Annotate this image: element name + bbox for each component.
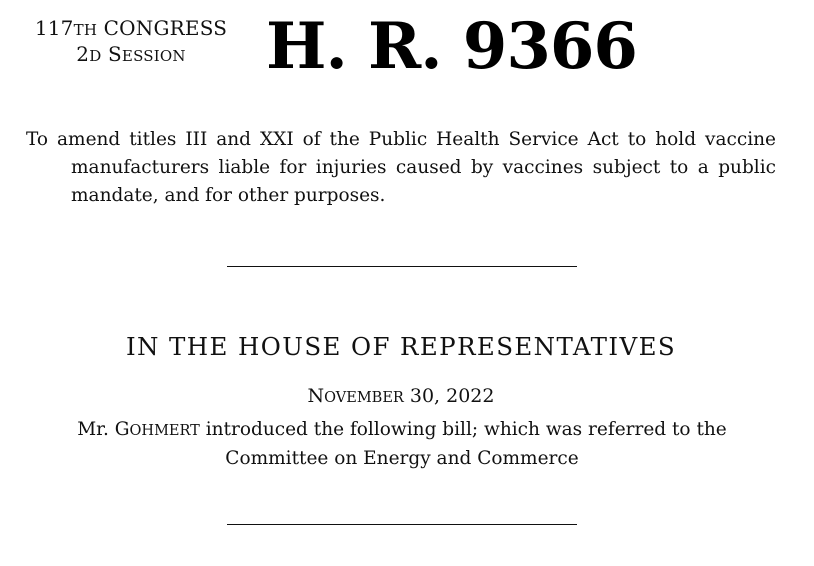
sponsor-rest: OHMERT (129, 423, 200, 439)
congress-word: CONGRESS (103, 16, 228, 40)
congress-session-block (24, 16, 238, 68)
introduction-date (0, 383, 802, 411)
bill-purpose: To amend titles III and XXI of the Public Health Service Act to hold vaccine manufacturers liable for injuries caused by vaccines subject to a public mandate, and for other purposes. (26, 129, 776, 206)
congress-suffix: TH (73, 21, 98, 39)
date-month-first: N (307, 385, 325, 407)
congress-line (24, 16, 238, 42)
session-word-rest: ESSION (121, 47, 186, 65)
session-suffix: D (89, 47, 102, 65)
date-month-rest: OVEMBER (324, 390, 404, 406)
session-line (24, 42, 238, 68)
introduction-statement (60, 416, 744, 473)
bill-number: H. R. 9366 (266, 9, 637, 84)
congress-number: 117 (34, 16, 74, 40)
date-day-year: 30, 2022 (403, 385, 495, 407)
divider-top (227, 266, 577, 267)
divider-bottom (227, 524, 577, 525)
sponsor-title: Mr. (77, 419, 115, 440)
sponsor-first: G (114, 419, 130, 440)
chamber-heading: IN THE HOUSE OF REPRESENTATIVES (125, 332, 677, 361)
introduction-text: introduced the following bill; which was referred to the Committee on Energy and Commerce (199, 419, 727, 469)
session-word-first: S (108, 42, 122, 66)
session-number: 2 (76, 42, 90, 66)
